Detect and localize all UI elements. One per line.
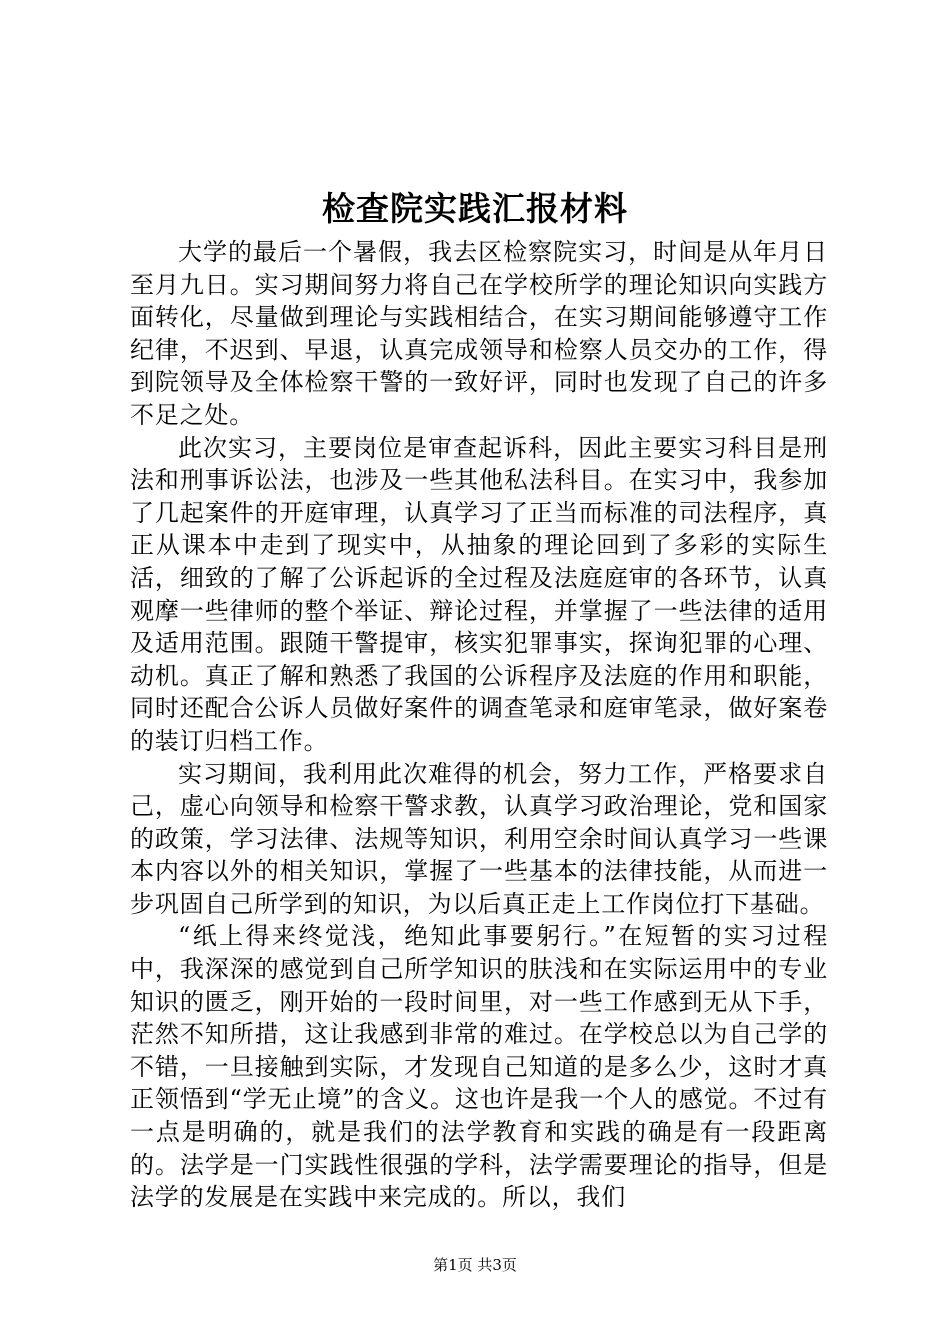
paragraph-4: “纸上得来终觉浅，绝知此事要躬行。”在短暂的实习过程中，我深深的感觉到自己所学知识的肤浅和在实际运用中的专业知识的匮乏，刚开始的一段时间里，对一些工作感到无从下手，茫然不知所措，这让我感到非常的难过。在学校总以为自己学的不错，一旦接触到实际，才发现自己知道的是多么少，这时才真正领悟到“学无止境”的含义。这也许是我一个人的感觉。不过有一点是明确的，就是我们的法学教育和实践的确是有一段距离的。法学是一门实践性很强的学科，法学需要理论的指导，但是法学的发展是在实践中来完成的。所以，我们 <box>130 922 828 1212</box>
paragraph-1: 大学的最后一个暑假，我去区检察院实习，时间是从年月日至月九日。实习期间努力将自己在学校所学的理论知识向实践方面转化，尽量做到理论与实践相结合，在实习期间能够遵守工作纪律，不迟到、早退，认真完成领导和检察人员交办的工作，得到院领导及全体检察干警的一致好评，同时也发现了自己的许多不足之处。 <box>130 238 828 429</box>
document-title: 检查院实践汇报材料 <box>322 189 628 228</box>
document-body <box>130 236 828 1214</box>
paragraph-3: 实习期间，我利用此次难得的机会，努力工作，严格要求自己，虚心向领导和检察干警求教，认真学习政治理论，党和国家的政策，学习法律、法规等知识，利用空余时间认真学习一些课本内容以外的相关知识，掌握了一些基本的法律技能，从而进一步巩固自己所学到的知识，为以后真正走上工作岗位打下基础。 <box>130 759 828 918</box>
paragraph-2: 此次实习，主要岗位是审查起诉科，因此主要实习科目是刑法和刑事诉讼法，也涉及一些其他私法科目。在实习中，我参加了几起案件的开庭审理，认真学习了正当而标准的司法程序，真正从课本中走到了现实中，从抽象的理论回到了多彩的实际生活，细致的了解了公诉起诉的全过程及法庭庭审的各环节，认真观摩一些律师的整个举证、辩论过程，并掌握了一些法律的适用及适用范围。跟随干警提审，核实犯罪事实，探询犯罪的心理、动机。真正了解和熟悉了我国的公诉程序及法庭的作用和职能，同时还配合公诉人员做好案件的调查笔录和庭审笔录，做好案卷的装订归档工作。 <box>130 433 828 755</box>
page-footer: 第1页 共3页 <box>433 1256 517 1274</box>
